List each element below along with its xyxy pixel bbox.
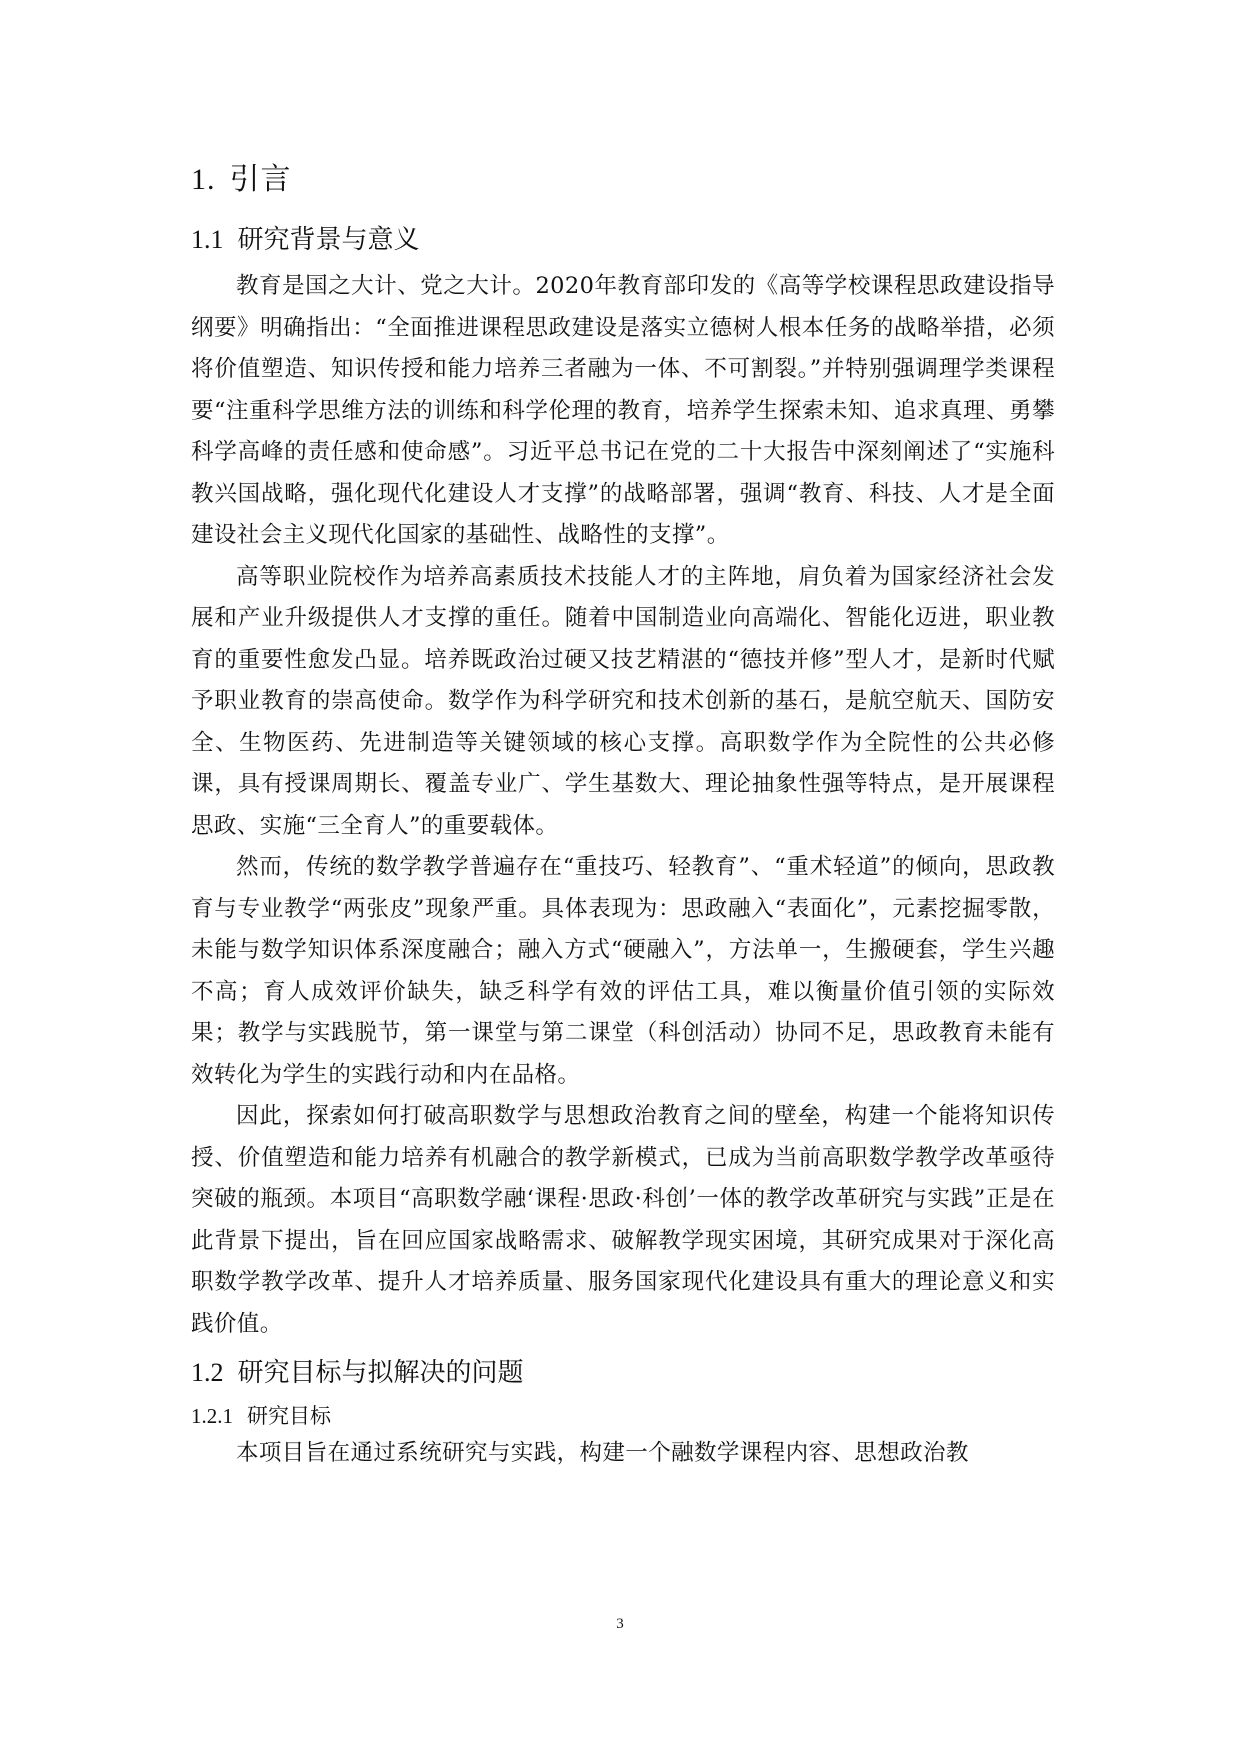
section-title: 研究目标与拟解决的问题 (237, 1358, 524, 1388)
section-heading-1-1 (191, 220, 1055, 260)
section-heading-1 (191, 158, 1055, 202)
paragraph-1: 教育是国之大计、党之大计。2020年教育部印发的《高等学校课程思政建设指导纲要》明确指出：“全面推进课程思政建设是落实立德树人根本任务的战略举措，必须将价值塑造、知识传授和能力培养三者融为一体、不可割裂。”并特别强调理学类课程要“注重科学思维方法的训练和科学伦理的教育，培养学生探索未知、追求真理、勇攀科学高峰的责任感和使命感”。习近平总书记在党的二十大报告中深刻阐述了“实施科教兴国战略，强化现代化建设人才支撑”的战略部署，强调“教育、科技、人才是全面建设社会主义现代化国家的基础性、战略性的支撑”。 (191, 273, 1055, 548)
page-number: 3 (616, 1616, 624, 1632)
section-number: 1.2.1 (191, 1404, 233, 1428)
paragraph-4: 因此，探索如何打破高职数学与思想政治教育之间的壁垒，构建一个能将知识传授、价值塑造和能力培养有机融合的教学新模式，已成为当前高职数学教学改革亟待突破的瓶颈。本项目“高职数学融‘课程·思政·科创’一体的教学改革研究与实践”正是在此背景下提出，旨在回应国家战略需求、破解教学现实困境，其研究成果对于深化高职数学教学改革、提升人才培养质量、服务国家现代化建设具有重大的理论意义和实践价值。 (191, 1103, 1055, 1337)
section-title: 研究目标 (247, 1404, 331, 1428)
section-number: 1. (191, 163, 216, 196)
paragraph-3: 然而，传统的数学教学普遍存在“重技巧、轻教育”、“重术轻道”的倾向，思政教育与专业教学“两张皮”现象严重。具体表现为：思政融入“表面化”，元素挖掘零散，未能与数学知识体系深度融合；融入方式“硬融入”，方法单一，生搬硬套，学生兴趣不高；育人成效评价缺失，缺乏科学有效的评估工具，难以衡量价值引领的实际效果；教学与实践脱节，第一课堂与第二课堂（科创活动）协同不足，思政教育未能有效转化为学生的实践行动和内在品格。 (191, 854, 1055, 1088)
section-heading-1-2 (191, 1353, 1055, 1393)
section-number: 1.2 (191, 1358, 224, 1387)
section-number: 1.1 (191, 225, 224, 254)
paragraph-2: 高等职业院校作为培养高素质技术技能人才的主阵地，肩负着为国家经济社会发展和产业升级提供人才支撑的重任。随着中国制造业向高端化、智能化迈进，职业教育的重要性愈发凸显。培养既政治过硬又技艺精湛的“德技并修”型人才，是新时代赋予职业教育的崇高使命。数学作为科学研究和技术创新的基石，是航空航天、国防安全、生物医药、先进制造等关键领域的核心支撑。高职数学作为全院性的公共必修课，具有授课周期长、覆盖专业广、学生基数大、理论抽象性强等特点，是开展课程思政、实施“三全育人”的重要载体。 (191, 563, 1055, 839)
section-title: 引言 (229, 162, 292, 197)
section-title: 研究背景与意义 (237, 225, 420, 255)
page-content (191, 158, 1055, 1475)
paragraph-goal: 本项目旨在通过系统研究与实践，构建一个融数学课程内容、思想政治教 (236, 1440, 969, 1466)
section-heading-1-2-1 (191, 1399, 1055, 1433)
